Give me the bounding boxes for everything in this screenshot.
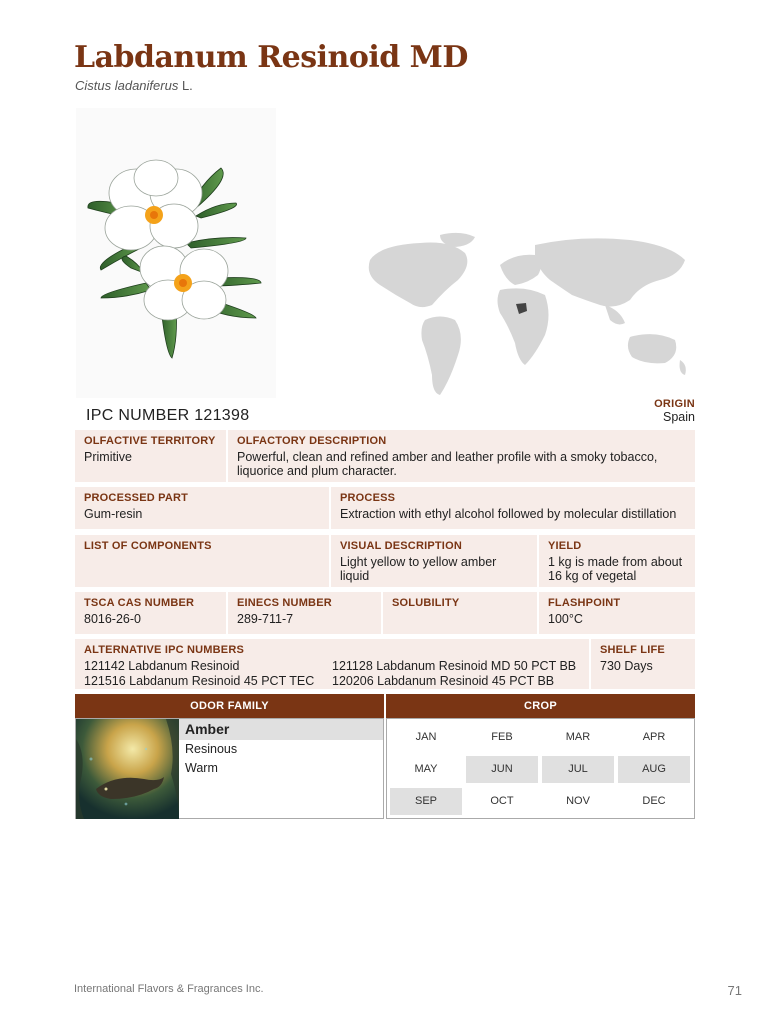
tsca-cas-value: 8016-26-0 xyxy=(84,612,141,626)
visual-description-label: VISUAL DESCRIPTION xyxy=(340,540,462,552)
solubility-label: SOLUBILITY xyxy=(392,597,460,609)
crop-month-dec: DEC xyxy=(642,795,666,807)
yield-value: 1 kg is made from about 16 kg of vegetal xyxy=(548,555,683,583)
odor-family-main: Amber xyxy=(179,719,383,740)
processed-part-value: Gum-resin xyxy=(84,507,143,521)
process-value: Extraction with ethyl alcohol followed by molecular distillation xyxy=(340,507,677,521)
list-of-components-cell xyxy=(75,535,329,587)
crop-month-apr: APR xyxy=(642,731,666,743)
species-name: Cistus ladaniferus xyxy=(75,78,179,93)
footer-company: International Flavors & Fragrances Inc. xyxy=(74,983,264,995)
olfactive-territory-cell xyxy=(75,430,226,482)
botanical-name xyxy=(75,78,193,93)
alternative-ipc-label: ALTERNATIVE IPC NUMBERS xyxy=(84,644,245,656)
crop-month-mar: MAR xyxy=(565,731,591,743)
alternative-ipc-item: 121142 Labdanum Resinoid xyxy=(84,659,240,673)
odor-family-header: ODOR FAMILY xyxy=(75,694,384,718)
crop-month-feb: FEB xyxy=(491,731,513,743)
odor-family-box xyxy=(75,718,384,819)
olfactory-description-cell xyxy=(228,430,695,482)
origin-value: Spain xyxy=(663,410,695,424)
yield-cell xyxy=(539,535,695,587)
crop-month-jan: JAN xyxy=(415,731,437,743)
cistus-flower-illustration xyxy=(76,108,276,398)
amber-whale-image xyxy=(76,719,179,819)
process-cell xyxy=(331,487,695,529)
flashpoint-value: 100°C xyxy=(548,612,583,626)
shelf-life-cell xyxy=(591,639,695,689)
einecs-label: EINECS NUMBER xyxy=(237,597,332,609)
crop-month-jun: JUN xyxy=(466,756,538,783)
page-title: Labdanum Resinoid MD xyxy=(74,40,468,75)
origin-label: ORIGIN xyxy=(654,398,695,410)
crop-month-jul: JUL xyxy=(542,756,614,783)
world-origin-map xyxy=(340,225,700,400)
shelf-life-value: 730 Days xyxy=(600,659,653,673)
odor-family-sub: Resinous xyxy=(185,742,238,756)
alternative-ipc-cell xyxy=(75,639,589,689)
list-of-components-label: LIST OF COMPONENTS xyxy=(84,540,212,552)
einecs-value: 289-711-7 xyxy=(237,612,294,626)
alternative-ipc-item: 121128 Labdanum Resinoid MD 50 PCT BB xyxy=(332,659,577,673)
odor-family-sub: Warm xyxy=(185,761,218,775)
crop-calendar xyxy=(386,718,695,819)
solubility-cell xyxy=(383,592,537,634)
visual-description-cell xyxy=(331,535,537,587)
olfactive-territory-value: Primitive xyxy=(84,450,132,464)
yield-label: YIELD xyxy=(548,540,582,552)
olfactory-description-value: Powerful, clean and refined amber and leather profile with a smoky tobacco, liquorice and plum character. xyxy=(237,450,658,478)
flashpoint-label: FLASHPOINT xyxy=(548,597,621,609)
crop-month-oct: OCT xyxy=(490,795,514,807)
processed-part-cell xyxy=(75,487,329,529)
crop-header: CROP xyxy=(386,694,695,718)
origin-block xyxy=(654,398,695,424)
flashpoint-cell xyxy=(539,592,695,634)
visual-description-value: Light yellow to yellow amber liquid xyxy=(340,555,497,583)
einecs-cell xyxy=(228,592,381,634)
olfactive-territory-label: OLFACTIVE TERRITORY xyxy=(84,435,216,447)
crop-month-may: MAY xyxy=(414,763,438,775)
species-author: L. xyxy=(181,78,193,93)
odor-family-list xyxy=(179,719,383,778)
crop-month-aug: AUG xyxy=(618,756,690,783)
alternative-ipc-item: 121516 Labdanum Resinoid 45 PCT TEC xyxy=(84,673,315,688)
process-label: PROCESS xyxy=(340,492,396,504)
processed-part-label: PROCESSED PART xyxy=(84,492,189,504)
olfactory-description-label: OLFACTORY DESCRIPTION xyxy=(237,435,387,447)
ipc-number: IPC NUMBER 121398 xyxy=(86,407,250,424)
tsca-cas-cell xyxy=(75,592,226,634)
tsca-cas-label: TSCA CAS NUMBER xyxy=(84,597,195,609)
crop-month-sep: SEP xyxy=(390,788,462,815)
shelf-life-label: SHELF LIFE xyxy=(600,644,665,656)
crop-month-nov: NOV xyxy=(566,795,590,807)
page-number: 71 xyxy=(727,983,742,998)
alternative-ipc-item: 120206 Labdanum Resinoid 45 PCT BB xyxy=(332,673,555,688)
